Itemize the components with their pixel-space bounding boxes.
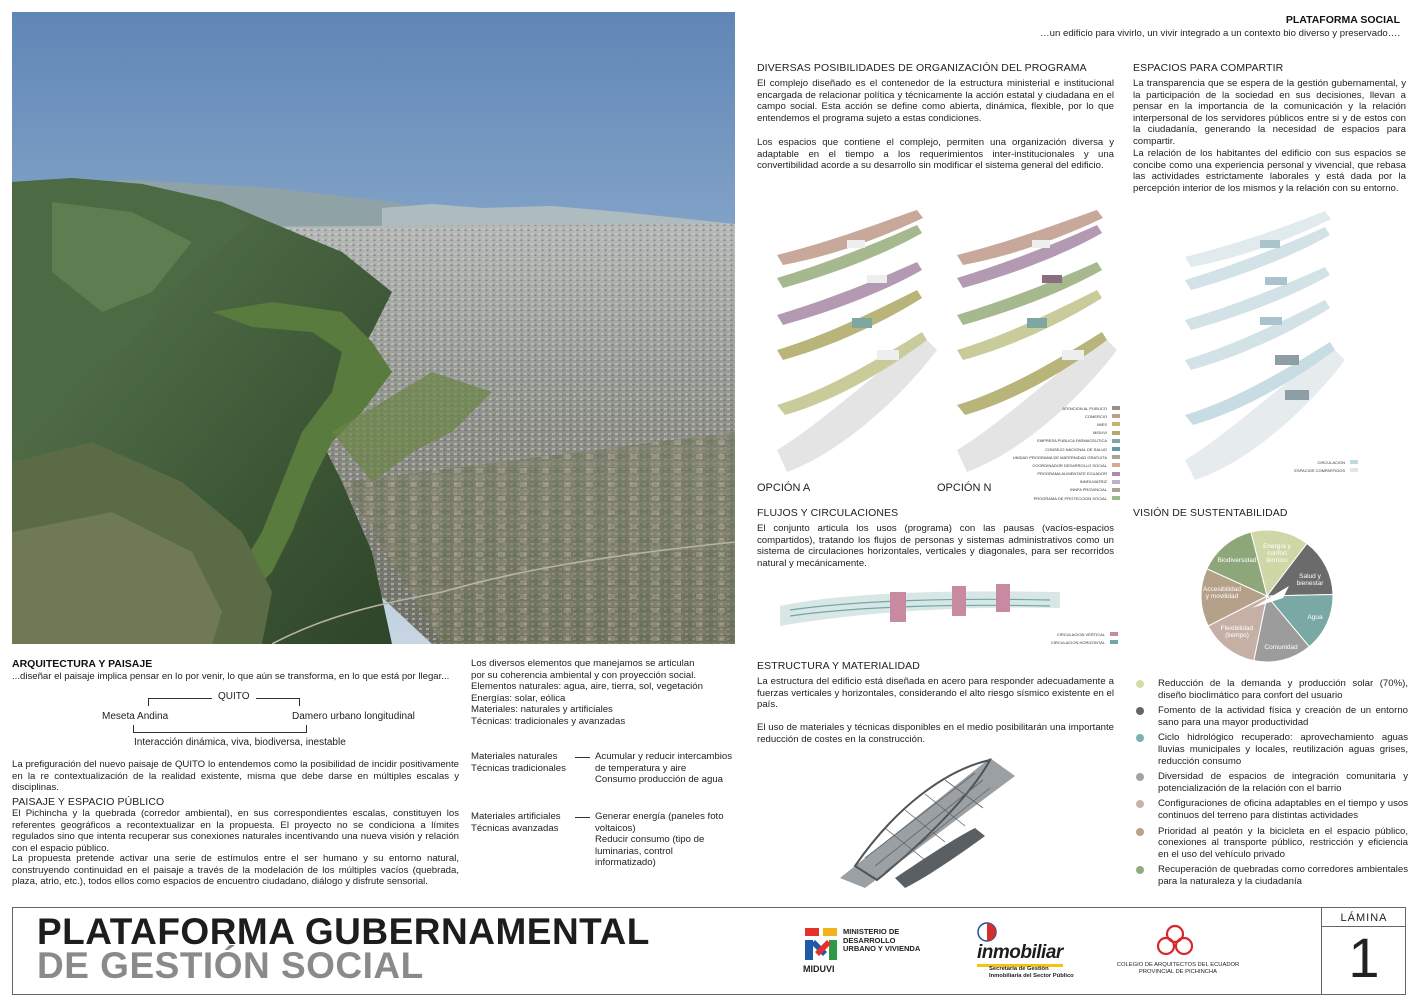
legend-swatch [1350,468,1358,472]
legend-swatch [1110,640,1118,644]
elementos-line: Energías: solar, eólica [471,692,566,704]
miduvi-short: MIDUVI [803,964,835,974]
list-item: Prioridad al peatón y la bicicleta en el espacio público, conexiones al transporte público, restricción y eficiencia en el uso del vehículo privado [1136,826,1408,861]
inmobiliar-subtitle: Secretaría de Gestión Inmobiliaria del Sector Público [989,966,1074,979]
legend-swatch [1112,422,1120,426]
elementos-lines [471,681,721,727]
pie-label: Energía y confort térmico [1263,543,1291,564]
inmobiliar-wordmark: inmobiliar [977,942,1063,967]
quito-valley-illustration [12,12,735,644]
legend-item: ESPACIOS COMPARTIDOS [1260,466,1358,474]
list-item: Recuperación de quebradas como corredores ambientales para la naturaleza y la ciudadanía [1136,864,1408,887]
estructura-paragraph-1: La estructura del edificio está diseñada en acero para responder adecuadamente a fuerzas verticales y horizontales, considerando el alto riesgo sísmico existente en el país. [757,676,1114,711]
bullet-dot [1136,734,1144,742]
list-item: Diversidad de espacios de integración comunitaria y potencialización de la relación con el barrio [1136,771,1408,794]
estructura-paragraph-2: El uso de materiales y técnicas disponibles en el medio posibilitarán una importante reducción de costes en la construcción. [757,722,1114,745]
diagram-top: QUITO [218,691,250,702]
sustainability-pie-chart [1197,526,1337,666]
paisaje-paragraph-3: La propuesta pretende activar una serie de estímulos entre el ser humano y su entorno natural, construyendo continuidad en el paisaje a través de la modelación de los múltiples vacíos (quebrada, plaza, atrio, etc.), todos ellos como espacios de encuentro ciudadano, diálogo y disfrute sensorial. [12,853,459,888]
footer-title-line-2: DE GESTIÓN SOCIAL [37,945,424,986]
programa-paragraph-1: El complejo diseñado es el contenedor de la estructura ministerial e institucional encargada de relacionar política y técnicamente la acción estatal y ciudadana en el campo social. Esta acción se define como abierta, dinámica, flexible, por lo que entendemos el programa sujeto a estas condiciones. [757,78,1114,124]
circulation-diagram [760,578,1070,638]
pie-label: Agua [1307,614,1323,621]
header-subtitle: …un edificio para vivirlo, un vivir integrado a un contexto bio diverso y preservado…. [1040,28,1400,39]
lamina-box [1321,908,1405,994]
colegio-text: COLEGIO DE ARQUITECTOS DEL ECUADOR PROVINCIAL DE PICHINCHA [1116,962,1240,975]
legend-item: COORDINADOR DESARROLLO SOCIAL [980,461,1120,469]
elementos-group1-left: Materiales naturales Técnicas tradicionales [471,751,566,774]
elementos-group1-right: Acumular y reducir intercambios de temperatura y aire Consumo producción de agua [595,751,733,786]
landscape-aerial-image [12,12,735,644]
paisaje-subtitle: PAISAJE Y ESPACIO PÚBLICO [12,796,165,808]
inmobiliar-seal-icon [977,922,997,942]
elementos-group2-right: Generar energía (paneles foto voltaicos) Reducir consumo (tipo de luminarias, control informatizado) [595,811,724,869]
legend-swatch [1112,496,1120,500]
legend-item: EMPRESA PUBLICA FARMACEUTICA [980,437,1120,445]
flujos-legend [995,630,1118,646]
quito-concept-diagram [30,688,450,750]
pie-label: Salud y bienestar [1296,573,1324,587]
flujos-paragraph: El conjunto articula los usos (programa) con las pausas (vacíos-espacios compartidos), tratando los flujos de personas y sistemas administrativos como un sistema de circulaciones horizontales, verticales y diagonales, para ser recorridos natural y mecánicamente. [757,523,1114,569]
paisaje-paragraph-2: El Pichincha y la quebrada (corredor ambiental), en sus correspondientes escalas, constituyen los referentes geográficos a recontextualizar en la propuesta. El proyecto no se condiciona a límites regulados sino que intenta recuperar sus conexiones naturales incentivando una nueva visión y relación con el espacio público. [12,808,459,854]
legend-item: CIRCULACION VERTICAL [995,630,1118,638]
legend-item: CONSEJO NACIONAL DE SALUD [980,445,1120,453]
pie-label: Biodiversidad [1217,557,1257,564]
programa-title: DIVERSAS POSIBILIDADES DE ORGANIZACIÓN DEL PROGRAMA [757,62,1087,74]
legend-item: CIRCULACION [1260,458,1358,466]
diagram-right: Damero urbano longitudinal [292,711,415,722]
bullet-dot [1136,866,1144,874]
sostenibilidad-title: VISIÓN DE SUSTENTABILIDAD [1133,507,1288,519]
legend-swatch [1110,632,1118,636]
sustainability-bullet-list [1136,678,1408,892]
legend-item: COMERCIO [980,412,1120,420]
option-a-label: OPCIÓN A [757,482,811,494]
lamina-number: 1 [1348,926,1380,989]
legend-item: CIRCULACION HORIZONTAL [995,638,1118,646]
legend-swatch [1112,463,1120,467]
espacios-paragraph-2: La relación de los habitantes del edificio con sus espacios se concibe como una experiencia personal y vivencial, que rebasa las actividades estrictamente laborales y está dada por la percepción interior de los mismos y la relación con su entorno. [1133,148,1406,194]
miduvi-text: MINISTERIO DE DESARROLLO URBANO Y VIVIENDA [843,927,921,953]
elementos-line: Elementos naturales: agua, aire, tierra, sol, vegetación [471,681,703,692]
paisaje-intro: ...diseñar el paisaje implica pensar en lo por venir, lo que aún se transforma, en lo que está por llegar... [12,671,450,682]
footer-title-line-1: PLATAFORMA GUBERNAMENTAL [37,911,650,952]
legend-item: MIDUVI [980,429,1120,437]
elementos-line: Materiales: naturales y artificiales [471,704,613,716]
diagram-connector-right [256,698,300,706]
miduvi-logo [803,926,933,980]
list-item: Configuraciones de oficina adaptables en el tiempo y usos continuos del terreno para distintas actividades [1136,798,1408,821]
legend-item: UNIDAD PROGRAMA DE MATERNIDAD GRATUITA [980,453,1120,461]
pie-label: Comunidad [1264,644,1298,651]
bullet-dot [1136,828,1144,836]
option-n-label: OPCIÓN N [937,482,992,494]
legend-swatch [1112,455,1120,459]
legend-swatch [1112,431,1120,435]
legend-swatch [1350,460,1358,464]
header-title: PLATAFORMA SOCIAL [1285,14,1400,26]
bullet-dot [1136,680,1144,688]
option-a-diagram [777,210,937,472]
elementos-intro: Los diversos elementos que manejamos se articulan por su coherencia ambiental y con proyección social. [471,658,697,681]
legend-swatch [1112,414,1120,418]
elementos-group2-left: Materiales artificiales Técnicas avanzadas [471,811,561,834]
legend-swatch [1112,439,1120,443]
lamina-label: LÁMINA [1340,912,1388,924]
pie-label: Flexibilidad (tiempo) [1220,625,1254,639]
paisaje-paragraph-1: La prefiguración del nuevo paisaje de QUITO lo entendemos como la posibilidad de incidir positivamente en la re contextualización de la realidad existente, misma que debe darse en múltiples escalas y disciplinas. [12,759,459,794]
colegio-arquitectos-logo [1103,922,1253,982]
legend-item: INNFA PROVINCIAL [980,486,1120,494]
legend-swatch [1112,472,1120,476]
espacios-title: ESPACIOS PARA COMPARTIR [1133,62,1284,74]
legend-swatch [1112,488,1120,492]
legend-swatch [1112,480,1120,484]
legend-item: INNFA MATRIZ [980,478,1120,486]
bullet-dot [1136,773,1144,781]
programa-legend [980,404,1120,502]
legend-item: ATENCION AL PUBLICO [980,404,1120,412]
elementos-dash [575,757,590,758]
diagram-connector-bottom [133,725,307,733]
legend-item: PROGRAMA ALIMENTATE ECUADOR [980,470,1120,478]
legend-item: PROGRAMA DE PROTECCION SOCIAL [980,494,1120,502]
list-item: Fomento de la actividad física y creación de un entorno sano para una mayor productividad [1136,705,1408,728]
legend-item: MIES [980,420,1120,428]
colegio-rings-icon [1155,924,1195,958]
elementos-dash [575,817,590,818]
flujos-title: FLUJOS Y CIRCULACIONES [757,507,899,519]
list-item: Reducción de la demanda y producción solar (70%), diseño bioclimático para confort del usuario [1136,678,1408,701]
footer-title-bar [12,907,1406,995]
espacios-paragraph-1: La transparencia que se espera de la gestión gubernamental, y la participación de la sociedad en sus decisiones, llevan a pensar en la importancia de la comunicación y la relación interpersonal de los servidores públicos entre si y de estos con la ciudadanía, generando la necesidad de espacios para compartir. [1133,78,1406,147]
pie-label: Accesibilidad y movilidad [1203,586,1241,600]
diagram-bottom: Interacción dinámica, viva, biodiversa, inestable [134,737,346,748]
elementos-line: Técnicas: tradicionales y avanzadas [471,715,626,727]
inmobiliar-logo [975,922,1095,982]
paisaje-title: ARQUITECTURA Y PAISAJE [12,658,153,670]
espacios-compartidos-diagram [1165,205,1365,480]
diagram-connector-left [148,698,212,706]
miduvi-mark-icon [803,926,839,962]
legend-swatch [1112,406,1120,410]
estructura-title: ESTRUCTURA Y MATERIALIDAD [757,660,920,672]
espacios-legend [1260,458,1358,474]
bullet-dot [1136,707,1144,715]
list-item: Ciclo hidrológico recuperado: aprovechamiento aguas lluvias municipales y locales, reutilización aguas grises, reducción consumo [1136,732,1408,767]
programa-paragraph-2: Los espacios que contiene el complejo, permiten una organización diversa y adaptable en el tiempo a los requerimientos inter-institucionales y una convertibilidad acorde a su desarrollo sin modificar el sistema general del edificio. [757,137,1114,172]
steel-structure-render [825,748,1025,890]
bullet-dot [1136,800,1144,808]
diagram-left: Meseta Andina [102,711,169,722]
legend-swatch [1112,447,1120,451]
